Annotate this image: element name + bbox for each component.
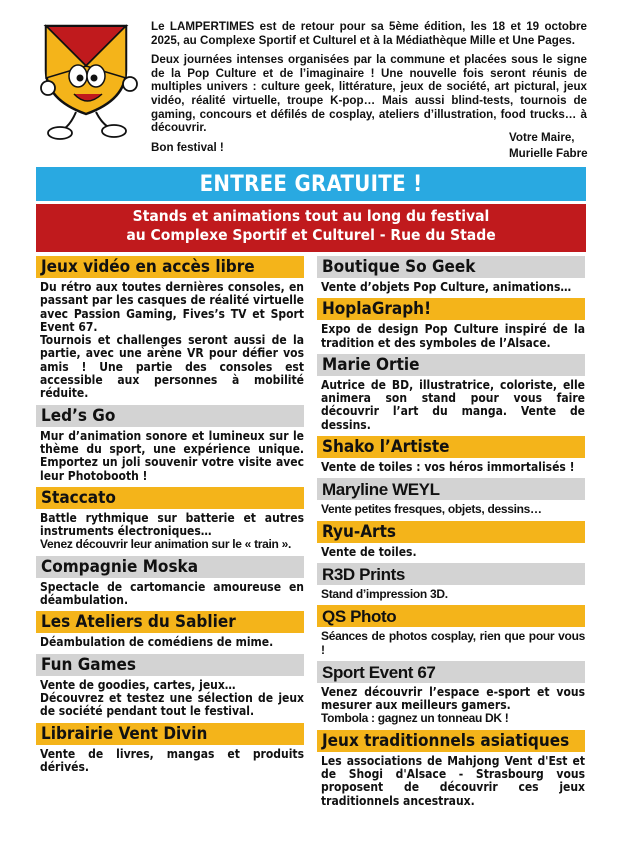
stand-description: Vente d’objets Pop Culture, animations… — [321, 280, 572, 294]
stand-description: Les associations de Mahjong Vent d'Est et de Shogi d'Alsace - Strasbourg vous proposent de découvrir ces jeux traditionnels ancestraux. — [321, 753, 585, 808]
intro-paragraph-2: Deux journées intenses organisées par la commune et placées sous le signe de la Pop Culture et de l’imaginaire ! Une nouvelle fois seront réunis de multiples univers : culture geek, littérature, jeux de société, art pictural, jeux vidéo, réalité virtuelle, troupe K-pop… Mais aussi blind-tests, tournois de gaming, concours et défilés de cosplay, ateliers d’illustration, food trucks… à découvrir. — [151, 53, 587, 135]
stand-block — [317, 478, 585, 520]
left-column — [36, 256, 304, 778]
stands-banner-line1: Stands et animations tout au long du festival — [132, 207, 490, 225]
intro-closing: Bon festival ! — [151, 140, 224, 154]
stand-title: HoplaGraph! — [317, 298, 585, 320]
stand-block — [317, 521, 585, 563]
stand-title: Marie Ortie — [317, 354, 585, 376]
stand-block — [36, 256, 304, 405]
stand-description — [36, 509, 304, 556]
stand-description — [317, 585, 585, 605]
stand-description — [317, 500, 585, 520]
signature-name: Murielle Fabre — [509, 147, 588, 160]
stand-description-extra: Venez découvrir leur animation sur le « train ». — [40, 537, 292, 552]
stand-description: Vente de toiles : vos héros immortalisés ! — [321, 460, 575, 475]
stand-title: QS Photo — [317, 605, 585, 627]
stand-block — [36, 487, 304, 556]
signature — [509, 130, 588, 162]
stand-title: Fun Games — [36, 654, 304, 676]
stand-block — [317, 605, 585, 661]
stand-description: Vente de goodies, cartes, jeux… Découvrez et testez une sélection de jeux de société pendant tout le festival. — [40, 677, 304, 719]
stand-title: Led’s Go — [36, 405, 304, 427]
stand-block — [317, 661, 585, 730]
stand-description: Mur d’animation sonore et lumineux sur le thème du sport, une expérience unique. Emportez un joli souvenir votre visite avec leur Photobooth ! — [40, 428, 304, 483]
stand-title: Shako l’Artiste — [317, 436, 585, 458]
stand-block — [36, 405, 304, 487]
stand-title: Jeux traditionnels asiatiques — [317, 730, 585, 752]
stand-description: Expo de design Pop Culture inspiré de la tradition et des symboles de l’Alsace. — [321, 322, 585, 350]
stand-block — [36, 556, 304, 612]
stands-banner-line2: au Complexe Sportif et Culturel - Rue du Stade — [126, 226, 496, 244]
stand-description-extra: Tombola : gagnez un tonneau DK ! — [321, 711, 509, 726]
stand-description-extra: Stand d’impression 3D. — [321, 586, 448, 601]
stand-title: Staccato — [36, 487, 304, 509]
stand-description: Autrice de BD, illustratrice, coloriste, elle animera son stand pour vous faire découvrir l’art du manga. Vente de dessins. — [321, 377, 585, 432]
stand-description: Déambulation de comédiens de mime. — [40, 635, 274, 650]
right-column — [317, 256, 585, 812]
stand-description — [317, 627, 585, 661]
stand-description-text: Venez découvrir l’espace e-sport et vous mesurer aux meilleurs gamers. — [321, 684, 585, 713]
stand-block — [317, 730, 585, 812]
stand-block — [36, 723, 304, 779]
stand-description: Vente de livres, mangas et produits dérivés. — [40, 746, 304, 774]
stand-block — [317, 298, 585, 354]
stand-block — [317, 563, 585, 605]
stand-title: Sport Event 67 — [317, 661, 585, 683]
stand-title: Boutique So Geek — [317, 256, 585, 278]
stand-title: Compagnie Moska — [36, 556, 304, 578]
stand-block — [36, 611, 304, 653]
stand-block — [317, 436, 585, 478]
town-mascot-logo — [40, 18, 140, 144]
intro-paragraph-1: Le LAMPERTIMES est de retour pour sa 5ème édition, les 18 et 19 octobre 2025, au Complexe Sportif et Culturel et à la Médiathèque Mille et Une Pages. — [151, 20, 587, 47]
free-entry-banner: ENTREE GRATUITE ! — [36, 167, 586, 201]
stand-description — [317, 683, 585, 730]
stand-description-extra: Séances de photos cosplay, rien que pour vous ! — [321, 629, 585, 657]
stand-block — [36, 654, 304, 723]
signature-title: Votre Maire, — [509, 131, 575, 144]
stand-description: Vente de toiles. — [321, 544, 417, 559]
stands-banner — [36, 204, 586, 252]
stand-title: Les Ateliers du Sablier — [36, 611, 304, 633]
stand-title: Maryline WEYL — [317, 478, 585, 500]
stand-block — [317, 256, 585, 298]
stand-description: Du rétro aux toutes dernières consoles, en passant par les casques de réalité virtuelle avec Passion Gaming, Fives’s TV et Sport Event 67. Tournois et challenges seront aussi de la partie, avec une arène VR pour défier vos amis ! Une partie des consoles est accessible aux personnes à mobilité réduite. — [40, 280, 304, 401]
stand-description-text: Battle rythmique sur batterie et autres instruments électroniques… — [40, 510, 304, 539]
stand-title: Jeux vidéo en accès libre — [36, 256, 304, 278]
stand-description-extra: Vente petites fresques, objets, dessins… — [321, 502, 542, 517]
stand-title: Librairie Vent Divin — [36, 723, 304, 745]
stand-description: Spectacle de cartomancie amoureuse en déambulation. — [40, 579, 304, 608]
stand-title: R3D Prints — [317, 563, 585, 585]
stand-title: Ryu-Arts — [317, 521, 585, 543]
stand-block — [317, 354, 585, 436]
